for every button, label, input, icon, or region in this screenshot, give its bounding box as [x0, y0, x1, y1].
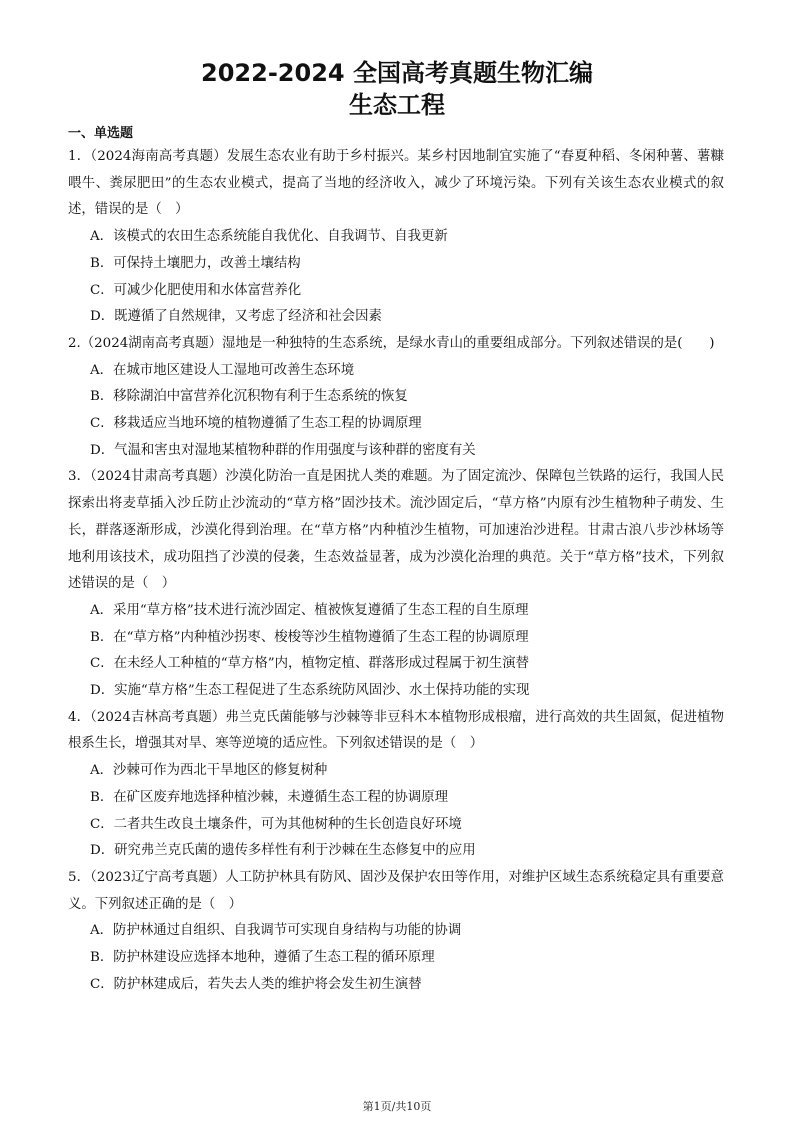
section-heading: 一、单选题	[68, 126, 134, 141]
option-d: D．实施“草方格”生态工程促进了生态系统防风固沙、水土保持功能的实现	[90, 683, 530, 699]
option-c: C．在未经人工种植的“草方格”内，植物定植、群落形成过程属于初生演替	[90, 656, 530, 672]
question-item	[68, 705, 724, 865]
question-stem: 3．（2024甘肃高考真题）沙漠化防治一直是困扰人类的难题。为了固定流沙、保障包兰铁路的运行，我国人民探索出将麦草插入沙丘防止沙流动的“草方格”固沙技术。流沙固定后，“草方格”内原有沙生植物种子萌发、生长，群落逐渐形成，沙漠化得到治理。在“草方格”内种植沙生植物，可加速治沙进程。甘肃古浪八步沙林场等地利用该技术，成功阻挡了沙漠的侵袭，生态效益显著，成为沙漠化治理的典范。关于“草方格”技术，下列叙述错误的是（ ）	[68, 469, 724, 592]
page-title: 2022-2024 全国高考真题生物汇编	[201, 59, 593, 87]
question-stem: 1．（2024海南高考真题）发展生态农业有助于乡村振兴。某乡村因地制宜实施了“春夏种稻、冬闲种薯、薯糠喂牛、粪尿肥田”的生态农业模式，提高了当地的经济收入，减少了环境污染。下列有关该生态农业模式的叙述，错误的是（ ）	[68, 149, 724, 218]
option-a: A．采用“草方格”技术进行流沙固定、植被恢复遵循了生态工程的自生原理	[90, 602, 529, 618]
option-a: A．沙棘可作为西北干旱地区的修复树种	[90, 763, 328, 779]
option-b: B．可保持土壤肥力，改善土壤结构	[90, 255, 301, 271]
option-a: A．该模式的农田生态系统能自我优化、自我调节、自我更新	[90, 229, 448, 245]
question-stem: 2.（2024湖南高考真题）湿地是一种独特的生态系统，是绿水青山的重要组成部分。下列叙述错误的是( )	[68, 335, 715, 351]
option-a: A．防护林通过自组织、自我调节可实现自身结构与功能的协调	[90, 923, 462, 939]
option-d: D．研究弗兰克氏菌的遗传多样性有利于沙棘在生态修复中的应用	[90, 843, 476, 859]
question-item	[68, 865, 724, 999]
option-d: D．既遵循了自然规律，又考虑了经济和社会因素	[90, 309, 382, 325]
question-item	[68, 464, 724, 704]
option-b: B．在矿区废弃地选择种植沙棘，未遵循生态工程的协调原理	[90, 789, 448, 805]
question-stem: 5．（2023辽宁高考真题）人工防护林具有防风、固沙及保护农田等作用，对维护区域生态系统稳定具有重要意义。下列叙述正确的是（ ）	[68, 869, 724, 912]
question-list	[68, 144, 724, 999]
question-item	[68, 144, 724, 331]
option-a: A．在城市地区建设人工湿地可改善生态环境	[90, 362, 355, 378]
option-c: C．防护林建成后，若失去人类的维护将会发生初生演替	[90, 976, 422, 992]
option-b: B．在“草方格”内种植沙拐枣、梭梭等沙生植物遵循了生态工程的协调原理	[90, 629, 529, 645]
question-item	[68, 331, 724, 465]
option-c: C．移栽适应当地环境的植物遵循了生态工程的协调原理	[90, 416, 422, 432]
option-c: C．可减少化肥使用和水体富营养化	[90, 282, 302, 298]
question-stem: 4．（2024吉林高考真题）弗兰克氏菌能够与沙棘等非豆科木本植物形成根瘤，进行高效的共生固氮，促进植物根系生长，增强其对旱、寒等逆境的适应性。下列叙述错误的是（ ）	[68, 709, 724, 752]
option-b: B．防护林建设应选择本地种，遵循了生态工程的循环原理	[90, 950, 435, 966]
option-c: C．二者共生改良土壤条件，可为其他树种的生长创造良好环境	[90, 816, 462, 832]
option-d: D．气温和害虫对湿地某植物种群的作用强度与该种群的密度有关	[90, 442, 476, 458]
option-b: B．移除湖泊中富营养化沉积物有利于生态系统的恢复	[90, 389, 408, 405]
page-subtitle: 生态工程	[349, 91, 445, 119]
page-number: 第1页/共10页	[362, 1100, 432, 1113]
